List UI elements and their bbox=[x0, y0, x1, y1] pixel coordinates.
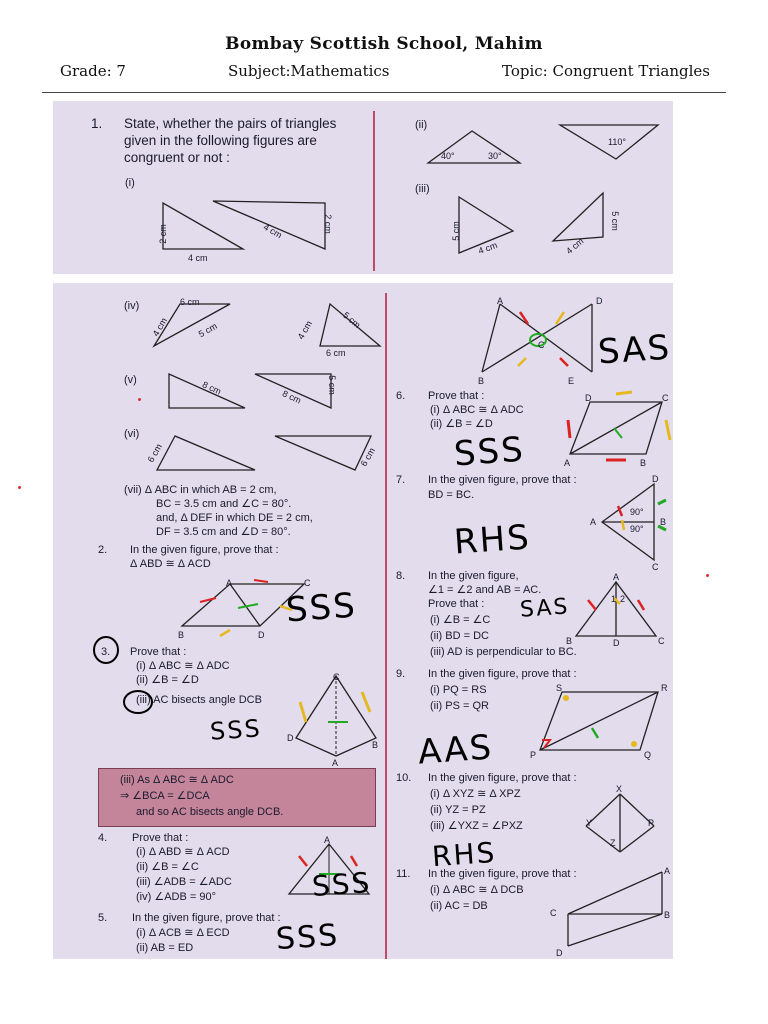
handwritten-answer: SSS bbox=[284, 585, 359, 631]
vertex-label: X bbox=[616, 784, 623, 794]
vertex-label: Z bbox=[610, 838, 616, 848]
vertex-label: B bbox=[566, 636, 573, 646]
angle-label: 110° bbox=[608, 137, 626, 147]
handwritten-answer: RHS bbox=[430, 835, 498, 874]
dimension-label: 6 cm bbox=[145, 442, 164, 464]
figure-q6 bbox=[566, 398, 671, 460]
vertex-label: A bbox=[226, 578, 233, 588]
fig-iv-label: (iv) bbox=[124, 300, 140, 312]
dimension-label: 4 cm bbox=[564, 235, 586, 257]
q4-line: (iv) ∠ADB = 90° bbox=[136, 891, 216, 903]
q4-line: (iii) ∠ADB = ∠ADC bbox=[136, 876, 232, 888]
note-line: (iii) As Δ ABC ≅ Δ ADC bbox=[120, 774, 234, 786]
figure-ii-triangles bbox=[428, 123, 668, 173]
handwritten-answer: SSS bbox=[274, 917, 341, 958]
q8-line: Prove that : bbox=[428, 598, 485, 610]
vertex-label: B bbox=[372, 740, 379, 750]
vertex-label: A bbox=[664, 866, 671, 876]
vertex-label: A bbox=[497, 296, 504, 306]
q11-line: In the given figure, prove that : bbox=[428, 868, 577, 880]
dimension-label: 2 cm bbox=[157, 224, 168, 244]
q8-line: (iii) AD is perpendicular to BC. bbox=[430, 646, 577, 658]
q6-line: (ii) ∠B = ∠D bbox=[430, 418, 493, 430]
dimension-label: 5 cm bbox=[450, 221, 461, 241]
stray-mark bbox=[18, 486, 21, 489]
q1-number: 1. bbox=[91, 116, 103, 131]
dimension-label: 6 cm bbox=[326, 348, 346, 358]
q8-line: In the given figure, bbox=[428, 570, 519, 582]
dimension-label: 4 cm bbox=[188, 253, 208, 263]
q7-number: 7. bbox=[396, 474, 406, 486]
q10-line: (i) Δ XYZ ≅ Δ XPZ bbox=[430, 788, 521, 800]
q8-line: ∠1 = ∠2 and AB = AC. bbox=[428, 584, 542, 596]
dimension-label: 2 cm bbox=[322, 214, 333, 234]
q3-line: (iii) AC bisects angle DCB bbox=[136, 694, 262, 706]
q10-line: (iii) ∠YXZ = ∠PXZ bbox=[430, 820, 523, 832]
worksheet-photo-top bbox=[53, 101, 673, 274]
q3-number: 3. bbox=[101, 646, 111, 658]
vertex-label: D bbox=[585, 393, 592, 403]
q4-line: (ii) ∠B = ∠C bbox=[136, 861, 199, 873]
fig-i-label: (i) bbox=[125, 177, 135, 189]
angle-label: 2 bbox=[620, 594, 626, 604]
q5-number: 5. bbox=[98, 912, 108, 924]
vertex-label: A bbox=[590, 517, 597, 527]
q1-vii-line: DF = 3.5 cm and ∠D = 80°. bbox=[156, 526, 291, 538]
vertex-label: C bbox=[662, 393, 669, 403]
q9-line: (ii) PS = QR bbox=[430, 700, 489, 712]
angle-label: 90° bbox=[630, 524, 644, 534]
dimension-label: 5 cm bbox=[341, 309, 363, 331]
q8-line: (ii) BD = DC bbox=[430, 630, 489, 642]
q3-line: Prove that : bbox=[130, 646, 187, 658]
handwritten-answer: SAS bbox=[519, 594, 571, 623]
dimension-label: 6 cm bbox=[358, 446, 377, 468]
q11-line: (i) Δ ABC ≅ Δ DCB bbox=[430, 884, 524, 896]
figure-q7 bbox=[598, 480, 668, 566]
vertex-label: E bbox=[568, 376, 575, 386]
dimension-label: 6 cm bbox=[180, 297, 200, 307]
vertex-label: A bbox=[332, 758, 339, 768]
handwritten-answer: SAS bbox=[596, 327, 673, 373]
angle-label: 30° bbox=[488, 151, 502, 161]
column-divider bbox=[385, 293, 387, 959]
q5-line: (i) Δ ACB ≅ Δ ECD bbox=[136, 927, 230, 939]
q11-number: 11. bbox=[396, 868, 411, 880]
q2-line: Δ ABD ≅ Δ ACD bbox=[130, 558, 211, 570]
school-name: Bombay Scottish School, Mahim bbox=[225, 34, 543, 54]
q7-line: In the given figure, prove that : bbox=[428, 474, 577, 486]
q9-line: In the given figure, prove that : bbox=[428, 668, 577, 680]
vertex-label: Q bbox=[644, 750, 652, 760]
vertex-label: C bbox=[658, 636, 665, 646]
vertex-label: C bbox=[304, 578, 311, 588]
fig-vi-label: (vi) bbox=[124, 428, 140, 440]
dimension-label: 4 cm bbox=[295, 319, 314, 341]
q10-number: 10. bbox=[396, 772, 412, 784]
note-line: and so AC bisects angle DCB. bbox=[136, 806, 284, 818]
column-divider bbox=[373, 111, 375, 271]
q1-line: State, whether the pairs of triangles bbox=[124, 116, 337, 131]
q1-vii-line: (vii) Δ ABC in which AB = 2 cm, bbox=[124, 484, 277, 496]
q8-line: (i) ∠B = ∠C bbox=[430, 614, 491, 626]
vertex-label: B bbox=[664, 910, 671, 920]
q6-number: 6. bbox=[396, 390, 406, 402]
q2-line: In the given figure, prove that : bbox=[130, 544, 279, 556]
vertex-label: D bbox=[613, 638, 620, 648]
dimension-label: 5 cm bbox=[196, 320, 219, 340]
figure-q9 bbox=[536, 688, 666, 758]
q1-line: congruent or not : bbox=[124, 150, 230, 165]
vertex-label: A bbox=[324, 835, 331, 845]
vertex-label: B bbox=[478, 376, 485, 386]
q5-line: (ii) AB = ED bbox=[136, 942, 194, 954]
vertex-label: D bbox=[652, 474, 659, 484]
topic-label: Topic: Congruent Triangles bbox=[502, 62, 710, 80]
grade-label: Grade: 7 bbox=[60, 62, 126, 80]
subject-label: Subject:Mathematics bbox=[228, 62, 390, 80]
dimension-label: 4 cm bbox=[476, 239, 499, 257]
q1-vii-line: and, Δ DEF in which DE = 2 cm, bbox=[156, 512, 313, 524]
vertex-label: R bbox=[661, 683, 668, 693]
note-line: ⇒ ∠BCA = ∠DCA bbox=[120, 790, 210, 802]
q3-line: (i) Δ ABC ≅ Δ ADC bbox=[136, 660, 230, 672]
vertex-label: A bbox=[564, 458, 571, 468]
handwritten-answer: SSS bbox=[209, 714, 263, 746]
q11-line: (ii) AC = DB bbox=[430, 900, 488, 912]
q3-line: (ii) ∠B = ∠D bbox=[136, 674, 199, 686]
q4-line: (i) Δ ABD ≅ Δ ACD bbox=[136, 846, 230, 858]
vertex-label: C bbox=[550, 908, 557, 918]
dimension-label: 4 cm bbox=[261, 221, 284, 241]
vertex-label: A bbox=[613, 572, 620, 582]
fig-ii-label: (ii) bbox=[415, 119, 428, 131]
q1-line: given in the following figures are bbox=[124, 133, 317, 148]
figure-q3 bbox=[292, 672, 382, 764]
q2-number: 2. bbox=[98, 544, 108, 556]
q7-line: BD = BC. bbox=[428, 489, 475, 501]
vertex-label: C bbox=[333, 672, 340, 682]
vertex-label: D bbox=[287, 733, 294, 743]
dimension-label: 8 cm bbox=[280, 388, 303, 406]
q9-number: 9. bbox=[396, 668, 406, 680]
q9-line: (i) PQ = RS bbox=[430, 684, 487, 696]
angle-label: 40° bbox=[441, 151, 455, 161]
vertex-label: P bbox=[530, 750, 537, 760]
vertex-label: S bbox=[556, 683, 563, 693]
vertex-label: D bbox=[596, 296, 603, 306]
vertex-label: B bbox=[178, 630, 185, 640]
figure-iii-triangles bbox=[443, 191, 623, 271]
handwritten-answer: SSS bbox=[452, 429, 527, 475]
vertex-label: D bbox=[258, 630, 265, 640]
stray-mark bbox=[138, 398, 141, 401]
dimension-label: 4 cm bbox=[150, 316, 169, 338]
figure-q8 bbox=[572, 578, 662, 640]
fig-iii-label: (iii) bbox=[415, 183, 430, 195]
figure-vi-triangles bbox=[155, 432, 375, 477]
vertex-label: D bbox=[556, 948, 563, 958]
angle-label: 90° bbox=[630, 507, 644, 517]
q1-vii-line: BC = 3.5 cm and ∠C = 80°. bbox=[156, 498, 292, 510]
figure-q11 bbox=[556, 868, 671, 950]
q5-line: In the given figure, prove that : bbox=[132, 912, 281, 924]
q8-number: 8. bbox=[396, 570, 406, 582]
q6-line: (i) Δ ABC ≅ Δ ADC bbox=[430, 404, 524, 416]
handwritten-answer: RHS bbox=[452, 517, 533, 563]
header-divider bbox=[42, 92, 726, 93]
stray-mark bbox=[706, 574, 709, 577]
vertex-label: B bbox=[640, 458, 647, 468]
handwritten-answer: SSS bbox=[310, 865, 373, 904]
dimension-label: 8 cm bbox=[200, 379, 223, 397]
fig-v-label: (v) bbox=[124, 374, 137, 386]
q10-line: In the given figure, prove that : bbox=[428, 772, 577, 784]
q10-line: (ii) YZ = PZ bbox=[430, 804, 486, 816]
q4-line: Prove that : bbox=[132, 832, 189, 844]
q4-number: 4. bbox=[98, 832, 108, 844]
vertex-label: P bbox=[648, 818, 655, 828]
angle-label: 1 bbox=[611, 594, 617, 604]
vertex-label: C bbox=[538, 340, 545, 350]
dimension-label: 5 cm bbox=[609, 211, 620, 231]
vertex-label: B bbox=[660, 517, 667, 527]
vertex-label: C bbox=[652, 562, 659, 572]
q6-line: Prove that : bbox=[428, 390, 485, 402]
handwritten-answer: AAS bbox=[416, 727, 495, 773]
dimension-label: 5 cm bbox=[326, 375, 337, 395]
vertex-label: Y bbox=[586, 818, 593, 828]
